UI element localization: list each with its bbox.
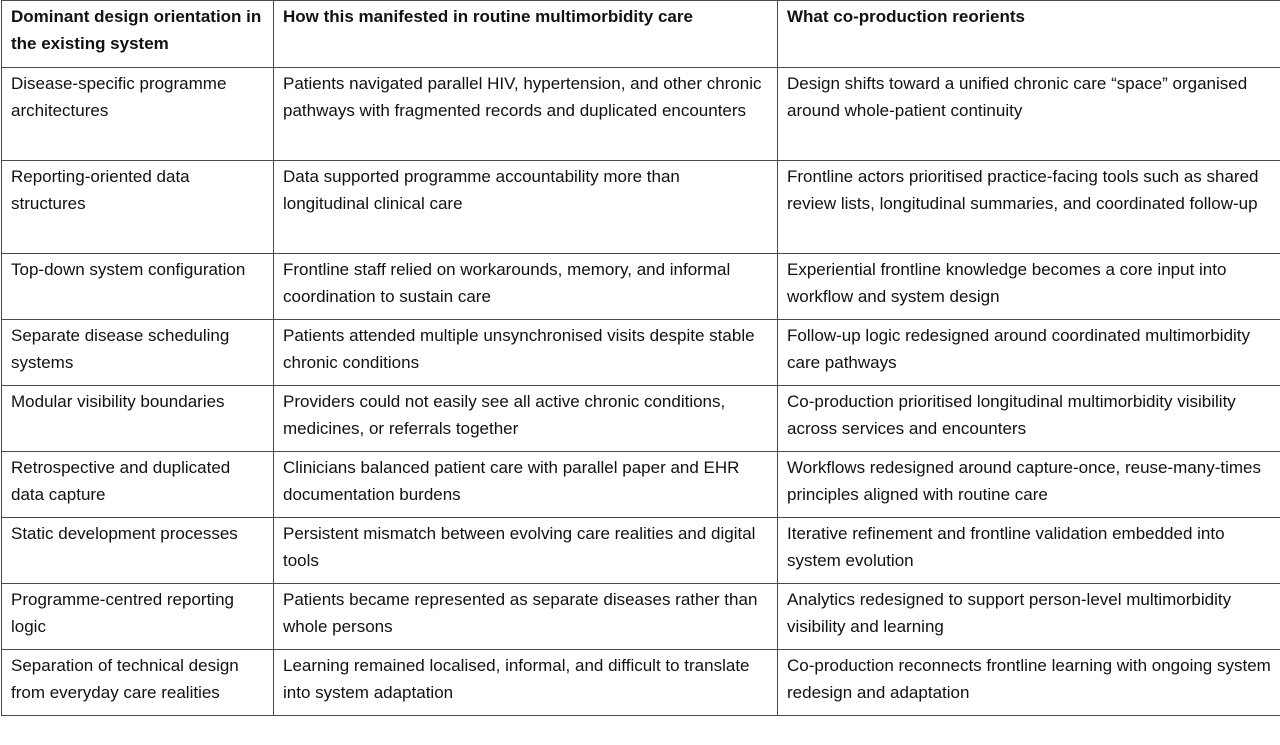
table-row — [2, 584, 1280, 650]
table-cell-manifestation: Clinicians balanced patient care with parallel paper and EHR documentation burdens — [274, 452, 778, 518]
table-cell-reorientation: Analytics redesigned to support person-level multimorbidity visibility and learning — [778, 584, 1280, 650]
table-cell-orientation: Separate disease scheduling systems — [2, 320, 274, 386]
column-header-manifestation: How this manifested in routine multimorbidity care — [274, 1, 778, 68]
table-cell-reorientation: Experiential frontline knowledge becomes a core input into workflow and system design — [778, 254, 1280, 320]
table-cell-manifestation: Patients attended multiple unsynchronised visits despite stable chronic conditions — [274, 320, 778, 386]
table-cell-reorientation: Iterative refinement and frontline validation embedded into system evolution — [778, 518, 1280, 584]
design-orientation-table — [1, 0, 1280, 716]
table-row — [2, 518, 1280, 584]
table-cell-manifestation: Providers could not easily see all active chronic conditions, medicines, or referrals together — [274, 386, 778, 452]
table-row — [2, 650, 1280, 716]
table-cell-reorientation: Design shifts toward a unified chronic care “space” organised around whole-patient continuity — [778, 68, 1280, 161]
table-cell-orientation: Disease-specific programme architectures — [2, 68, 274, 161]
table-cell-orientation: Programme-centred reporting logic — [2, 584, 274, 650]
table-cell-orientation: Static development processes — [2, 518, 274, 584]
table-cell-orientation: Reporting-oriented data structures — [2, 161, 274, 254]
table-row — [2, 161, 1280, 254]
table-cell-reorientation: Frontline actors prioritised practice-facing tools such as shared review lists, longitudinal summaries, and coordinated follow-up — [778, 161, 1280, 254]
table-cell-manifestation: Patients navigated parallel HIV, hypertension, and other chronic pathways with fragmented records and duplicated encounters — [274, 68, 778, 161]
table-cell-orientation: Top-down system configuration — [2, 254, 274, 320]
table-row — [2, 254, 1280, 320]
table-row — [2, 452, 1280, 518]
table-cell-reorientation: Workflows redesigned around capture-once, reuse-many-times principles aligned with routine care — [778, 452, 1280, 518]
table-cell-manifestation: Patients became represented as separate diseases rather than whole persons — [274, 584, 778, 650]
table-cell-orientation: Separation of technical design from everyday care realities — [2, 650, 274, 716]
table-cell-manifestation: Data supported programme accountability more than longitudinal clinical care — [274, 161, 778, 254]
table-row — [2, 68, 1280, 161]
table-cell-orientation: Modular visibility boundaries — [2, 386, 274, 452]
column-header-co-production: What co-production reorients — [778, 1, 1280, 68]
table-cell-manifestation: Persistent mismatch between evolving care realities and digital tools — [274, 518, 778, 584]
table-cell-manifestation: Learning remained localised, informal, and difficult to translate into system adaptation — [274, 650, 778, 716]
table-cell-orientation: Retrospective and duplicated data capture — [2, 452, 274, 518]
column-header-dominant-design: Dominant design orientation in the existing system — [2, 1, 274, 68]
table-cell-reorientation: Co-production reconnects frontline learning with ongoing system redesign and adaptation — [778, 650, 1280, 716]
table-header-row — [2, 1, 1280, 68]
table-row — [2, 386, 1280, 452]
table-cell-manifestation: Frontline staff relied on workarounds, memory, and informal coordination to sustain care — [274, 254, 778, 320]
table-row — [2, 320, 1280, 386]
table-cell-reorientation: Follow-up logic redesigned around coordinated multimorbidity care pathways — [778, 320, 1280, 386]
table-cell-reorientation: Co-production prioritised longitudinal multimorbidity visibility across services and encounters — [778, 386, 1280, 452]
